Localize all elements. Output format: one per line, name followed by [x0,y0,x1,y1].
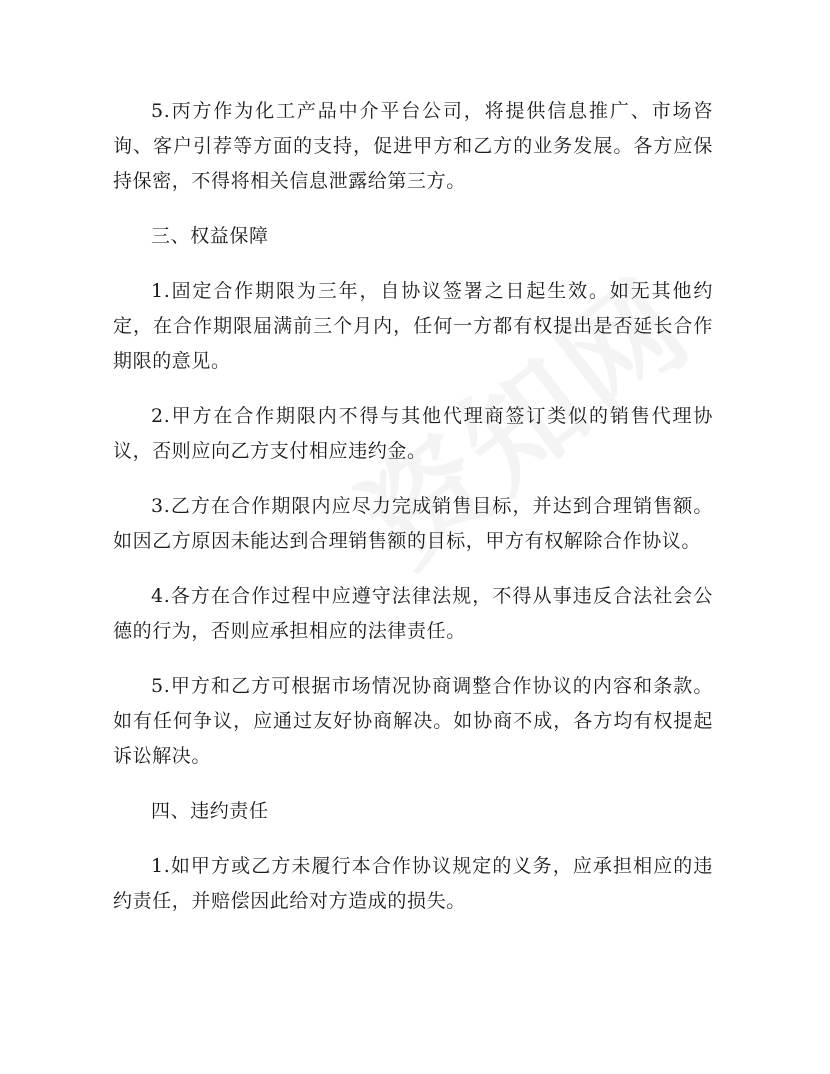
clause-4-1: 1.如甲方或乙方未履行本合作协议规定的义务，应承担相应的违约责任，并赔偿因此给对方造成的损失。 [113,855,713,912]
clause-3-2: 2.甲方在合作期限内不得与其他代理商签订类似的销售代理协议，否则应向乙方支付相应违约金。 [113,405,713,462]
clause-3-4: 4.各方在合作过程中应遵守法律法规，不得从事违反合法社会公德的行为，否则应承担相应的法律责任。 [113,585,713,642]
clause-3-1: 1.固定合作期限为三年，自协议签署之日起生效。如无其他约定，在合作期限届满前三个月内，任何一方都有权提出是否延长合作期限的意见。 [113,280,713,372]
clause-3-3: 3.乙方在合作期限内应尽力完成销售目标，并达到合理销售额。如因乙方原因未能达到合理销售额的目标，甲方有权解除合作协议。 [113,495,713,552]
section-heading-liability: 四、违约责任 [151,800,269,822]
section-heading-rights: 三、权益保障 [151,225,269,247]
document-body [113,94,713,939]
clause-2-5: 5.丙方作为化工产品中介平台公司，将提供信息推广、市场咨询、客户引荐等方面的支持，促进甲方和乙方的业务发展。各方应保持保密，不得将相关信息泄露给第三方。 [113,100,713,192]
clause-3-5: 5.甲方和乙方可根据市场情况协商调整合作协议的内容和条款。如有任何争议，应通过友好协商解决。如协商不成，各方均有权提起诉讼解决。 [113,675,713,767]
